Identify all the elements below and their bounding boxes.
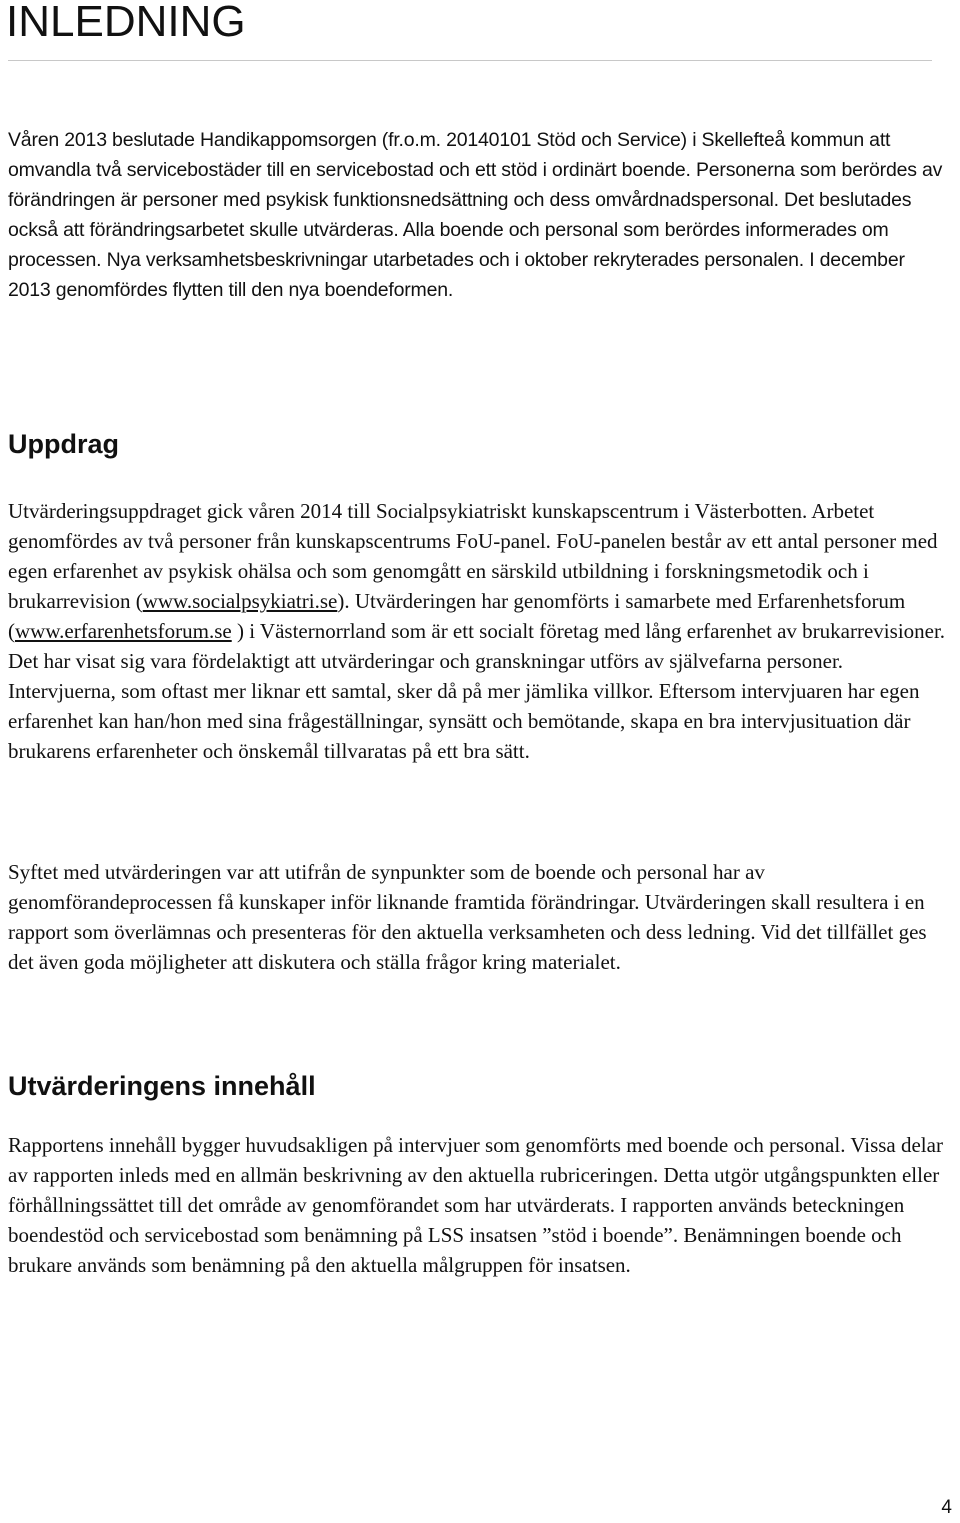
intro-paragraph: Våren 2013 beslutade Handikappomsorgen (fr.o.m. 20140101 Stöd och Service) i Skellefteå kommun att omvandla två servicebostäder till en servicebostad och ett stöd i ordinärt boende. Personerna som berördes av förändringen är personer med psykisk funktionsnedsättning och dess omvårdnadspersonal. Det beslutades också att förändringsarbetet skulle utvärderas. Alla boende och personal som berördes informerades om processen. Nya verksamhetsbeskrivningar utarbetades och i oktober rekryterades personalen. I december 2013 genomfördes flytten till den nya boendeformen. — [8, 129, 943, 301]
link-erfarenhetsforum[interactable]: www.erfarenhetsforum.se — [15, 619, 232, 643]
section-heading-innehall: Utvärderingens innehåll — [8, 1071, 316, 1101]
uppdrag-text-c: ) i Västernorrland som är ett socialt företag med lång erfarenhet av brukarrevisioner. Det har visat sig vara fördelaktigt att utvärderingar och granskningar utförs av självefarna personer. Intervjuerna, som oftast mer liknar ett samtal, sker då på mer jämlika villkor. Eftersom intervjuaren har egen erfarenhet kan han/hon med sina frågeställningar, synsätt och bemötande, skapa en bra intervjusituation där brukarens erfarenheter och önskemål tillvaratas på ett bra sätt. — [8, 619, 946, 763]
uppdrag-paragraph-1 — [8, 496, 948, 766]
uppdrag-text-a: Utvärderingsuppdraget gick våren 2014 till Socialpsykiatriskt kunskapscentrum i Västerbotten. Arbetet genomfördes av två personer från kunskapscentrums FoU-panel. FoU-panelen består av ett antal personer med egen erfarenhet av psykisk ohälsa och som genomgått en särskild utbildning i forskningsmetodik och i brukarrevision ( — [8, 499, 938, 613]
page-title: INLEDNING — [6, 0, 246, 46]
uppdrag-paragraph-2: Syftet med utvärderingen var att utifrån de synpunkter som de boende och personal har av genomförandeprocessen få kunskaper inför liknande framtida förändringar. Utvärderingen skall resultera i en rapport som överlämnas och presenteras för den aktuella verksamheten och dess ledning. Vid det tillfället ges det även goda möjligheter att diskutera och ställa frågor kring materialet. — [8, 860, 927, 974]
uppdrag-text-b: ). Utvärderingen har genomförts i samarbete med Erfarenhetsforum ( — [8, 589, 906, 643]
title-divider — [8, 60, 932, 61]
section-heading-uppdrag: Uppdrag — [8, 429, 119, 459]
link-socialpsykiatri[interactable]: www.socialpsykiatri.se — [142, 589, 338, 613]
innehall-paragraph: Rapportens innehåll bygger huvudsakligen på intervjuer som genomförts med boende och personal. Vissa delar av rapporten inleds med en allmän beskrivning av den aktuella rubriceringen. Detta utgör utgångspunkten eller förhållningssättet till det område av genomförandet som har utvärderats. I rapporten används beteckningen boendestöd och servicebostad som benämning på LSS insatsen ”stöd i boende”. Benämningen boende och brukare används som benämning på den aktuella målgruppen för insatsen. — [8, 1133, 943, 1277]
page-number: 4 — [941, 1497, 952, 1518]
